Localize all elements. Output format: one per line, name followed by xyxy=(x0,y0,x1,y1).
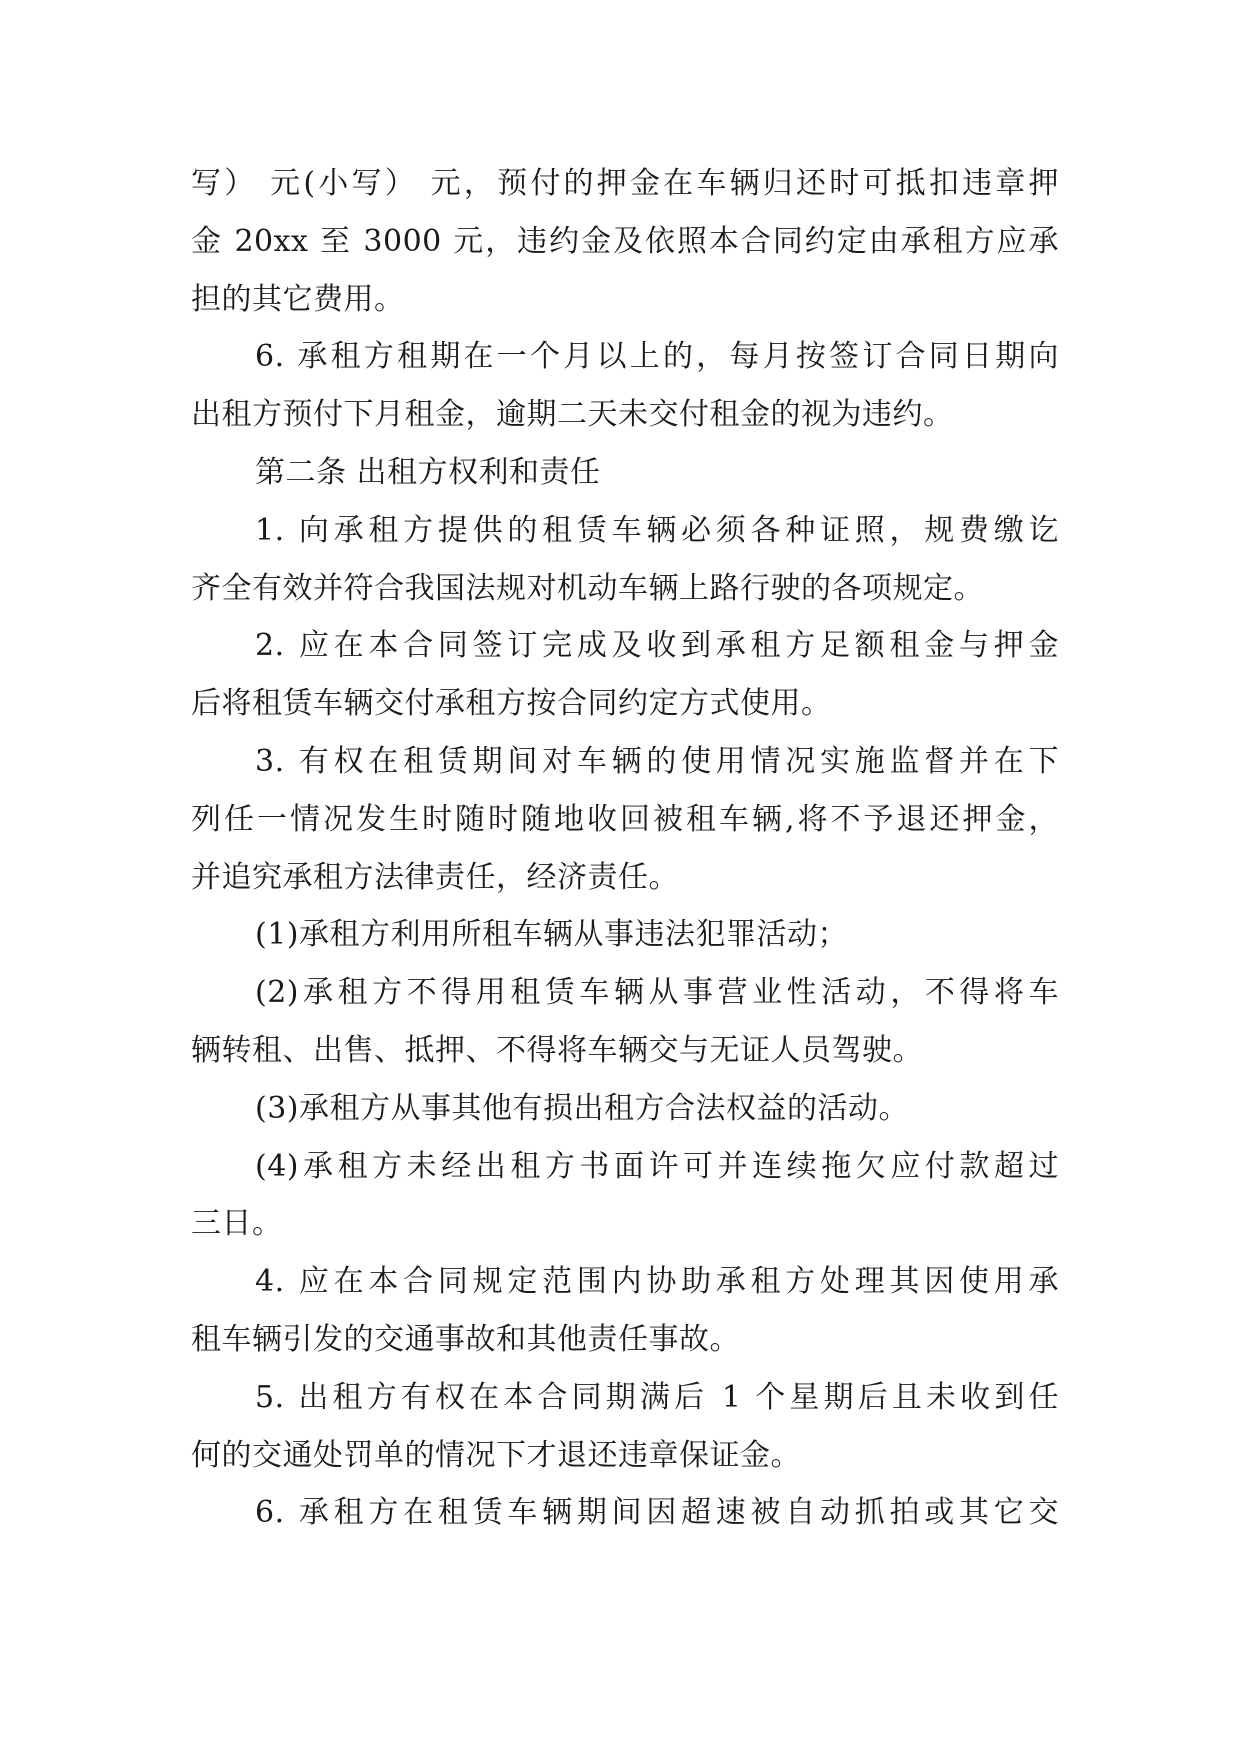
text-line: 4. 应在本合同规定范围内协助承租方处理其因使用承 xyxy=(255,1264,1059,1300)
text-line: 6. 承租方租期在一个月以上的，每月按签订合同日期向 xyxy=(255,339,1059,375)
text-line: (3)承租方从事其他有损出租方合法权益的活动。 xyxy=(255,1090,909,1126)
text-line: 并追究承租方法律责任，经济责任。 xyxy=(191,859,679,895)
text-line: 列任一情况发生时随时随地收回被租车辆,将不予退还押金， xyxy=(191,801,1059,837)
text-line: 写） 元(小写） 元，预付的押金在车辆归还时可抵扣违章押 xyxy=(191,166,1059,201)
text-line: 齐全有效并符合我国法规对机动车辆上路行驶的各项规定。 xyxy=(191,570,984,606)
text-line: 5. 出租方有权在本合同期满后 1 个星期后且未收到任 xyxy=(255,1379,1059,1415)
text-line: 出租方预付下月租金，逾期二天未交付租金的视为违约。 xyxy=(191,397,954,433)
text-line: 担的其它费用。 xyxy=(191,281,405,317)
text-line: (4)承租方未经出租方书面许可并连续拖欠应付款超过 xyxy=(255,1148,1059,1184)
text-line: 3. 有权在租赁期间对车辆的使用情况实施监督并在下 xyxy=(255,743,1059,779)
text-line: 三日。 xyxy=(191,1206,283,1242)
section-heading: 第二条 出租方权利和责任 xyxy=(255,454,601,490)
text-line: 2. 应在本合同签订完成及收到承租方足额租金与押金 xyxy=(255,628,1059,664)
text-line: (1)承租方利用所租车辆从事违法犯罪活动； xyxy=(255,917,848,953)
document-page xyxy=(191,155,1059,1542)
text-line: 何的交通处罚单的情况下才退还违章保证金。 xyxy=(191,1437,801,1473)
text-line: 后将租赁车辆交付承租方按合同约定方式使用。 xyxy=(191,686,832,722)
text-line: 金 20xx 至 3000 元，违约金及依照本合同约定由承租方应承 xyxy=(191,223,1059,259)
text-line: (2)承租方不得用租赁车辆从事营业性活动，不得将车 xyxy=(255,975,1059,1011)
text-line: 辆转租、出售、抵押、不得将车辆交与无证人员驾驶。 xyxy=(191,1032,923,1068)
text-line: 租车辆引发的交通事故和其他责任事故。 xyxy=(191,1321,740,1357)
text-line: 6. 承租方在租赁车辆期间因超速被自动抓拍或其它交 xyxy=(255,1495,1059,1531)
text-line: 1. 向承租方提供的租赁车辆必须各种证照，规费缴讫 xyxy=(255,512,1059,548)
